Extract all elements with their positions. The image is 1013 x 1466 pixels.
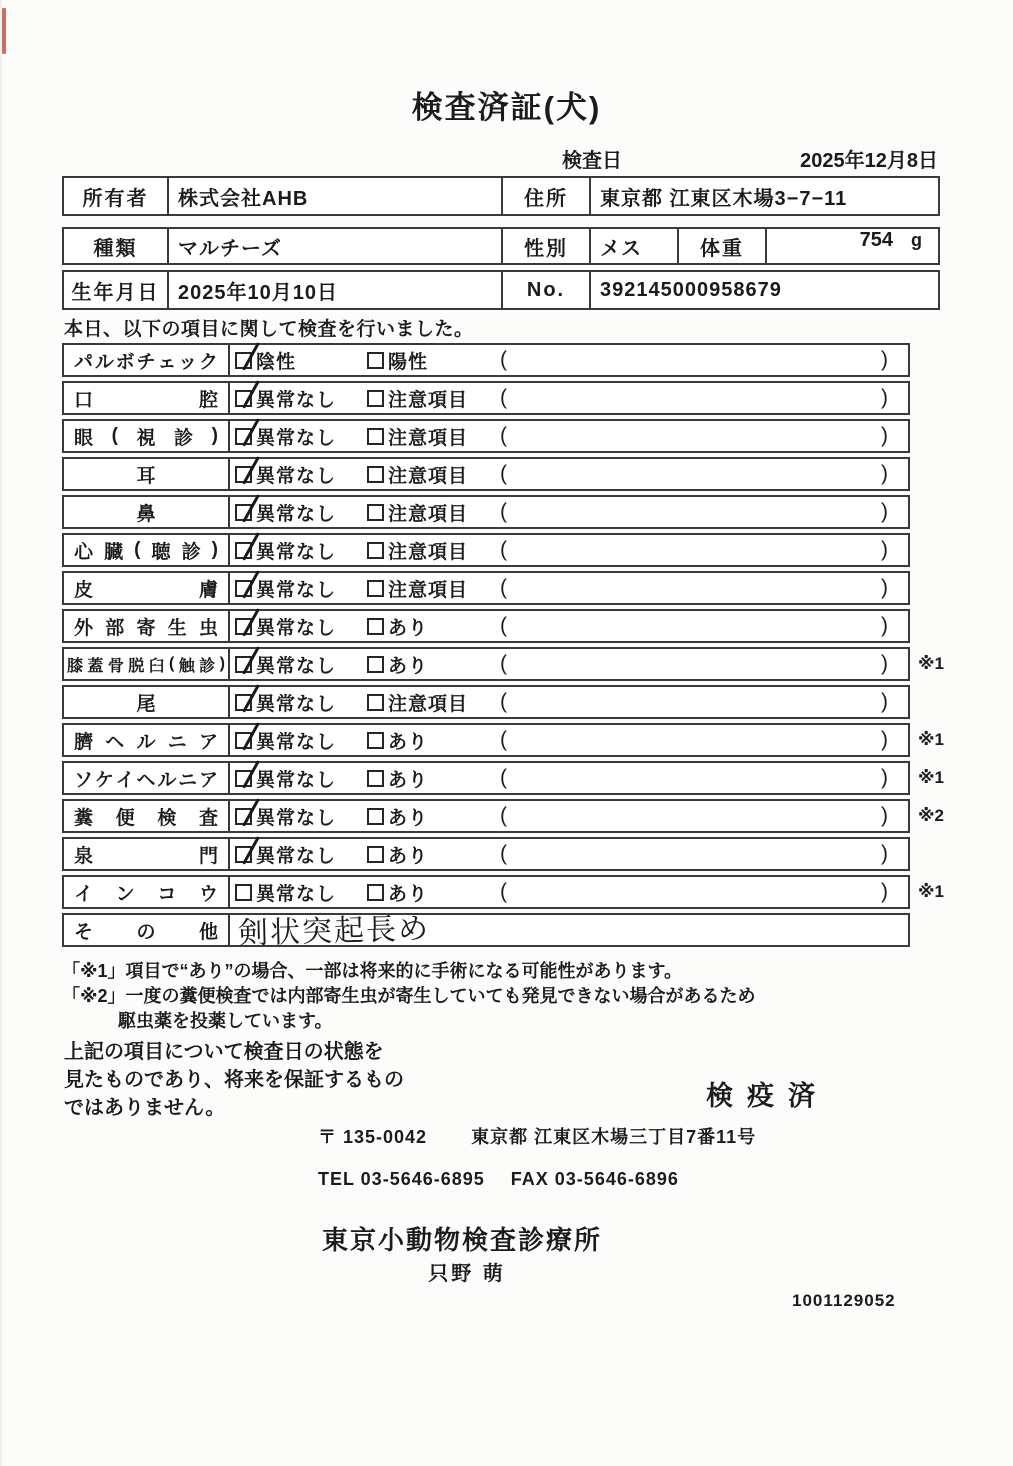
option-label: 異常なし xyxy=(256,541,337,563)
option-label: あり xyxy=(388,807,429,829)
birth-value: 2025年10月10日 xyxy=(167,272,501,308)
check-item-label xyxy=(64,915,230,945)
option-label: 注意項目 xyxy=(388,465,469,487)
option-group-secondary xyxy=(367,765,500,792)
paren-open: ( xyxy=(500,538,507,561)
label-char: チ xyxy=(136,351,156,373)
check-row-box xyxy=(62,343,910,377)
option-label: 注意項目 xyxy=(388,389,469,411)
paren-open: ( xyxy=(500,690,507,713)
paren-open: ( xyxy=(500,652,507,675)
option-group-secondary xyxy=(367,651,500,678)
weight-value: 754 xyxy=(859,229,893,251)
check-row-box xyxy=(62,799,910,833)
disclaimer-line: 見たものであり、将来を保証するもの xyxy=(64,1069,404,1091)
paren-open: ( xyxy=(500,766,507,789)
option-label: 異常なし xyxy=(256,389,337,411)
option-group-primary xyxy=(230,613,367,640)
check-row xyxy=(62,495,992,529)
clinic-name: 東京小動物検査診療所 xyxy=(322,1225,603,1255)
label-char: 膝 xyxy=(67,657,84,675)
check-row xyxy=(62,457,992,491)
label-char: ン xyxy=(115,883,135,905)
row-footnote-mark: ※1 xyxy=(918,768,944,787)
paren-open: ( xyxy=(500,500,507,523)
label-char: ( xyxy=(169,655,175,672)
exam-date-value: 2025年12月8日 xyxy=(800,150,938,172)
option-group-primary xyxy=(230,803,367,830)
clinic-address: 東京都 江東区木場三丁目7番11号 xyxy=(471,1127,757,1147)
footnotes xyxy=(62,959,756,1034)
checkbox-checked-icon xyxy=(235,770,252,787)
option-label: あり xyxy=(388,731,429,753)
clinic-fax: FAX 03-5646-6896 xyxy=(510,1169,679,1189)
check-row xyxy=(62,533,992,567)
check-item-label xyxy=(64,649,230,679)
check-item-label xyxy=(64,725,230,755)
clinic-tel: TEL 03-5646-6895 xyxy=(318,1169,485,1189)
option-label: あり xyxy=(388,883,429,905)
checkbox-checked-icon xyxy=(235,656,252,673)
label-char: 鼻 xyxy=(136,503,156,525)
label-char: 皮 xyxy=(74,579,94,601)
option-group-secondary xyxy=(367,461,500,488)
row-footnote-mark: ※1 xyxy=(918,654,944,673)
checkbox-icon xyxy=(367,770,384,787)
checkbox-checked-icon xyxy=(235,808,252,825)
checkbox-checked-icon xyxy=(235,466,252,483)
breed-value: マルチーズ xyxy=(167,229,501,263)
option-label: 異常なし xyxy=(256,845,337,867)
breed-label: 種類 xyxy=(93,237,138,260)
exam-date-label: 検査日 xyxy=(562,150,622,172)
label-char: ク xyxy=(198,351,218,373)
paren-close: ) xyxy=(881,880,888,903)
option-group-secondary xyxy=(367,537,500,564)
label-char: ヘ xyxy=(136,769,156,791)
address-value: 東京都 江東区木場3−7−11 xyxy=(589,178,938,214)
paren-open: ( xyxy=(500,462,507,485)
owner-value: 株式会社AHB xyxy=(167,178,501,214)
birth-no-table xyxy=(62,270,940,310)
checkbox-checked-icon xyxy=(235,542,252,559)
option-label: 異常なし xyxy=(256,579,337,601)
option-group-primary xyxy=(230,651,367,678)
disclaimer-line: ではありません。 xyxy=(64,1097,226,1119)
checkbox-icon xyxy=(367,732,384,749)
label-char: 耳 xyxy=(136,465,156,487)
label-char: ( xyxy=(111,425,118,446)
paren-close: ) xyxy=(881,424,888,447)
label-char: イ xyxy=(115,769,135,791)
red-mark-artifact xyxy=(2,8,6,54)
paren-open: ( xyxy=(500,386,507,409)
label-char: ) xyxy=(211,539,218,560)
label-char: ル xyxy=(94,351,114,373)
label-char: ア xyxy=(198,731,218,753)
label-char: ) xyxy=(219,655,225,672)
paren-close: ) xyxy=(881,614,888,637)
option-label: あり xyxy=(388,655,429,677)
option-group-secondary xyxy=(367,613,500,640)
label-char: 外 xyxy=(74,617,94,639)
label-char: 口 xyxy=(74,389,94,411)
option-group-secondary xyxy=(367,347,500,374)
check-item-label xyxy=(64,877,230,907)
label-char: 尾 xyxy=(136,693,156,715)
option-group-secondary xyxy=(367,385,500,412)
check-row-box xyxy=(62,457,910,491)
no-label: No. xyxy=(501,272,589,308)
paren-close: ) xyxy=(881,766,888,789)
label-char: そ xyxy=(74,921,94,943)
option-label: 異常なし xyxy=(256,655,337,677)
label-char: コ xyxy=(157,883,177,905)
option-group-primary xyxy=(230,575,367,602)
label-char: 他 xyxy=(198,921,218,943)
check-row-box xyxy=(62,875,910,909)
paren-close: ) xyxy=(881,576,888,599)
label-char: ア xyxy=(198,769,218,791)
checkbox-icon xyxy=(235,884,252,901)
option-group-primary xyxy=(230,727,367,754)
label-char: 泉 xyxy=(74,845,94,867)
paren-close: ) xyxy=(881,728,888,751)
label-char: 診 xyxy=(199,657,216,675)
check-item-label xyxy=(64,421,230,451)
weight-label: 体重 xyxy=(677,229,765,263)
paren-open: ( xyxy=(500,728,507,751)
label-char: 部 xyxy=(105,617,125,639)
check-row-box xyxy=(62,911,910,952)
check-row xyxy=(62,723,992,757)
label-char: 査 xyxy=(198,807,218,829)
checkbox-icon xyxy=(367,504,384,521)
check-row-box xyxy=(62,495,910,529)
label-char: ケ xyxy=(94,769,114,791)
label-char: ウ xyxy=(198,883,218,905)
label-char: 臓 xyxy=(104,541,124,563)
option-label: 異常なし xyxy=(256,731,337,753)
paren-close: ) xyxy=(881,348,888,371)
checkbox-checked-icon xyxy=(235,580,252,597)
label-char: 門 xyxy=(198,845,218,867)
option-group-primary xyxy=(230,385,367,412)
option-group-secondary xyxy=(367,727,500,754)
paren-open: ( xyxy=(500,804,507,827)
check-item-label xyxy=(64,497,230,527)
option-label: 注意項目 xyxy=(388,503,469,525)
checkbox-icon xyxy=(367,846,384,863)
option-label: 注意項目 xyxy=(388,579,469,601)
label-char: 触 xyxy=(178,657,195,675)
option-label: 注意項目 xyxy=(388,427,469,449)
animal-info-table xyxy=(62,227,940,265)
option-label: 陰性 xyxy=(256,351,297,373)
option-group-primary xyxy=(230,499,367,526)
checkbox-icon xyxy=(367,884,384,901)
row-footnote-mark: ※1 xyxy=(918,882,944,901)
check-row xyxy=(62,799,992,833)
checkbox-icon xyxy=(367,466,384,483)
check-row-box xyxy=(62,685,910,719)
checkbox-icon xyxy=(367,390,384,407)
option-label: 異常なし xyxy=(256,503,337,525)
checkbox-checked-icon xyxy=(235,694,252,711)
option-label: あり xyxy=(388,617,429,639)
no-value: 392145000958679 xyxy=(589,272,938,308)
check-row xyxy=(62,419,992,453)
paren-close: ) xyxy=(881,386,888,409)
check-row xyxy=(62,761,992,795)
label-char: 聴 xyxy=(151,541,171,563)
paren-close: ) xyxy=(881,842,888,865)
checkbox-checked-icon xyxy=(235,846,252,863)
weight-unit: g xyxy=(911,230,922,250)
row-footnote-mark: ※2 xyxy=(918,806,944,825)
label-char: ェ xyxy=(157,351,177,373)
option-group-primary xyxy=(230,689,367,716)
label-char: 眼 xyxy=(74,427,94,449)
label-char: ( xyxy=(134,539,141,560)
check-item-label xyxy=(64,801,230,831)
option-group-primary xyxy=(230,537,367,564)
footnote-line: 「※1」項目で“あり”の場合、一部は将来的に手術になる可能性があります。 xyxy=(62,961,683,981)
option-group-secondary xyxy=(367,879,500,906)
check-row-box xyxy=(62,533,910,567)
intro-text: 本日、以下の項目に関して検査を行いました。 xyxy=(64,319,474,340)
option-label: 注意項目 xyxy=(388,541,469,563)
label-char: 脱 xyxy=(128,657,145,675)
label-char: ソ xyxy=(74,769,94,791)
option-group-secondary xyxy=(367,841,500,868)
check-row-box xyxy=(62,761,910,795)
label-char: ッ xyxy=(178,351,198,373)
exam-date-row xyxy=(562,144,938,173)
checkbox-icon xyxy=(367,656,384,673)
check-item-label xyxy=(64,573,230,603)
option-label: 陽性 xyxy=(388,351,429,373)
option-group-secondary xyxy=(367,423,500,450)
checkbox-icon xyxy=(367,542,384,559)
checkbox-icon xyxy=(367,580,384,597)
sex-value: メス xyxy=(589,229,677,263)
label-char: 検 xyxy=(157,807,177,829)
paren-close: ) xyxy=(881,462,888,485)
option-label: あり xyxy=(388,845,429,867)
option-group-secondary xyxy=(367,803,500,830)
label-char: ニ xyxy=(178,769,198,791)
check-item-label xyxy=(64,839,230,869)
paren-close: ) xyxy=(881,690,888,713)
label-char: 便 xyxy=(115,807,135,829)
check-row xyxy=(62,571,992,605)
label-char: イ xyxy=(74,883,94,905)
document-code: 1001129052 xyxy=(792,1291,896,1310)
paren-open: ( xyxy=(500,576,507,599)
label-char: 生 xyxy=(167,617,187,639)
paren-open: ( xyxy=(500,880,507,903)
label-char: 臍 xyxy=(74,731,94,753)
option-label: 注意項目 xyxy=(388,693,469,715)
clinic-postal-code: 〒 135-0042 xyxy=(318,1127,428,1147)
paren-close: ) xyxy=(881,500,888,523)
option-group-secondary xyxy=(367,499,500,526)
paren-open: ( xyxy=(500,424,507,447)
paren-close: ) xyxy=(881,538,888,561)
checkbox-icon xyxy=(367,428,384,445)
label-char: 臼 xyxy=(148,657,165,675)
clinic-phone-row xyxy=(318,1169,679,1190)
clinic-address-row xyxy=(318,1123,756,1149)
page-title: 検査済証(犬) xyxy=(411,90,602,125)
option-group-primary xyxy=(230,347,367,374)
check-row-box xyxy=(62,571,910,605)
checkbox-icon xyxy=(367,694,384,711)
check-row xyxy=(62,875,992,909)
sex-label: 性別 xyxy=(501,229,589,263)
check-item-label xyxy=(64,763,230,793)
option-group-primary xyxy=(230,879,367,906)
option-label: 異常なし xyxy=(256,427,337,449)
check-row xyxy=(62,381,992,415)
check-row xyxy=(62,343,992,377)
label-char: 診 xyxy=(181,541,201,563)
check-item-label xyxy=(64,383,230,413)
label-char: 寄 xyxy=(136,617,156,639)
option-label: あり xyxy=(388,769,429,791)
check-row xyxy=(62,837,992,871)
label-char: 膚 xyxy=(198,579,218,601)
paren-open: ( xyxy=(500,842,507,865)
check-row xyxy=(62,685,992,719)
label-char: ボ xyxy=(115,351,135,373)
option-group-primary xyxy=(230,841,367,868)
footnote-line: 「※2」一度の糞便検査では内部寄生虫が寄生していても発見できない場合があるため xyxy=(62,986,756,1006)
label-char: の xyxy=(136,921,156,943)
label-char: 骨 xyxy=(107,657,124,675)
checkbox-checked-icon xyxy=(235,732,252,749)
check-item-label xyxy=(64,687,230,717)
check-table xyxy=(62,343,992,951)
birth-label: 生年月日 xyxy=(71,281,160,304)
check-item-label xyxy=(64,459,230,489)
label-char: ) xyxy=(211,425,218,446)
check-row-box xyxy=(62,419,910,453)
footnote-line: 駆虫薬を投薬しています。 xyxy=(118,1011,333,1031)
label-char: ニ xyxy=(167,731,187,753)
option-label: 異常なし xyxy=(256,693,337,715)
option-group-primary xyxy=(230,423,367,450)
check-item-label xyxy=(64,611,230,641)
option-label: 異常なし xyxy=(256,883,337,905)
disclaimer-line: 上記の項目について検査日の状態を xyxy=(64,1041,384,1063)
paren-close: ) xyxy=(881,804,888,827)
option-label: 異常なし xyxy=(256,465,337,487)
option-label: 異常なし xyxy=(256,769,337,791)
label-char: ヘ xyxy=(105,731,125,753)
option-group-primary xyxy=(230,765,367,792)
label-char: パ xyxy=(74,351,94,373)
check-row-box xyxy=(62,723,910,757)
checkbox-checked-icon xyxy=(235,428,252,445)
checkbox-icon xyxy=(367,808,384,825)
label-char: 診 xyxy=(174,427,194,449)
handwritten-note: 剣状突起長め xyxy=(237,911,431,952)
option-label: 異常なし xyxy=(256,807,337,829)
option-group-primary xyxy=(230,461,367,488)
check-row-box xyxy=(62,647,910,681)
scan-edge-artifact xyxy=(0,0,2,1466)
paren-open: ( xyxy=(500,348,507,371)
paren-close: ) xyxy=(881,652,888,675)
option-group-secondary xyxy=(367,689,500,716)
check-row-box xyxy=(62,381,910,415)
check-item-label xyxy=(64,535,230,565)
checkbox-icon xyxy=(367,618,384,635)
check-row-box xyxy=(62,837,910,871)
check-row-box xyxy=(62,609,910,643)
check-item-label xyxy=(64,345,230,375)
owner-label: 所有者 xyxy=(82,187,149,210)
label-char: ル xyxy=(136,731,156,753)
owner-table xyxy=(62,176,940,216)
quarantine-passed-stamp: 検疫済 xyxy=(706,1081,829,1111)
examiner-name: 只野 萌 xyxy=(428,1263,506,1285)
label-char: 視 xyxy=(136,427,156,449)
checkbox-checked-icon xyxy=(235,504,252,521)
label-char: 腔 xyxy=(198,389,218,411)
paren-open: ( xyxy=(500,614,507,637)
check-row xyxy=(62,647,992,681)
address-label: 住所 xyxy=(501,178,589,214)
option-group-secondary xyxy=(367,575,500,602)
disclaimer-text xyxy=(64,1038,404,1122)
label-char: 蓋 xyxy=(87,657,104,675)
checkbox-icon xyxy=(367,352,384,369)
label-char: ル xyxy=(157,769,177,791)
row-footnote-mark: ※1 xyxy=(918,730,944,749)
checkbox-checked-icon xyxy=(235,390,252,407)
weight-value-cell xyxy=(765,229,938,263)
label-char: 虫 xyxy=(198,617,218,639)
option-label: 異常なし xyxy=(256,617,337,639)
check-row xyxy=(62,911,992,952)
check-row xyxy=(62,609,992,643)
label-char: 糞 xyxy=(74,807,94,829)
checkbox-checked-icon xyxy=(235,352,252,369)
label-char: 心 xyxy=(74,541,94,563)
checkbox-checked-icon xyxy=(235,618,252,635)
